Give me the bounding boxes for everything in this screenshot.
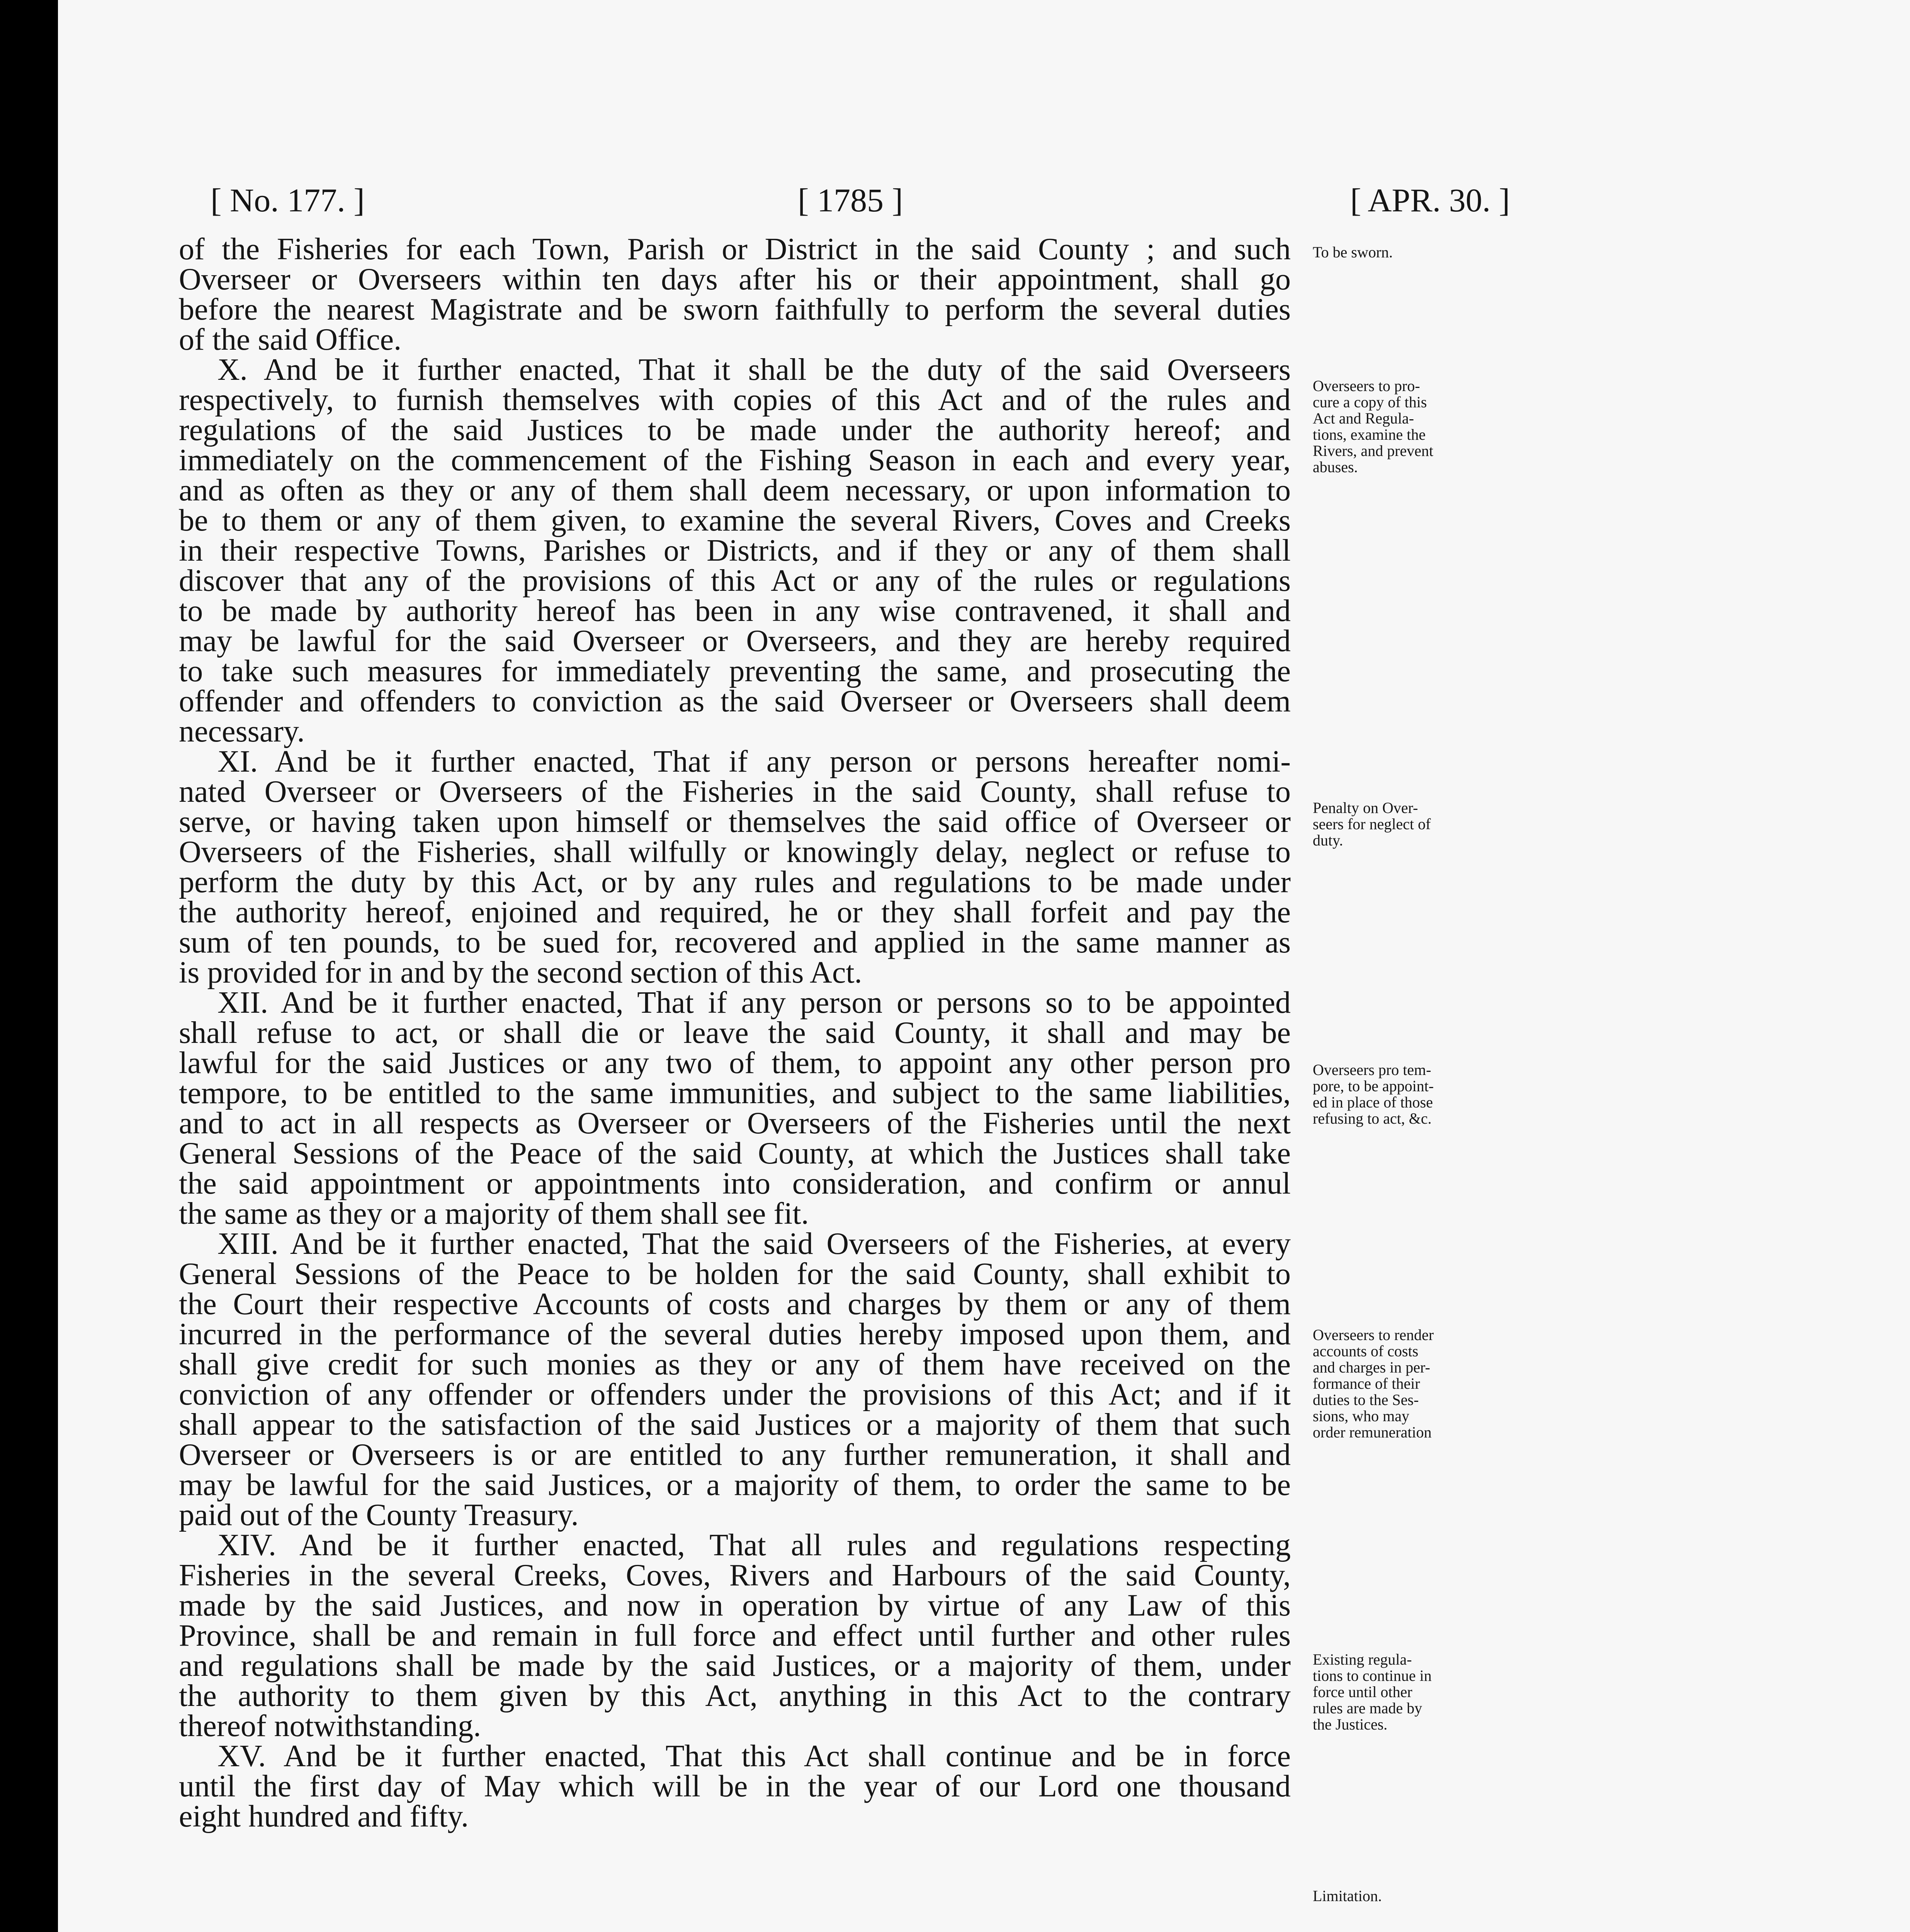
margin-note-render-accounts bbox=[1313, 1327, 1483, 1440]
margin-note-line: ed in place of those bbox=[1313, 1094, 1433, 1111]
main-text bbox=[179, 234, 1291, 1832]
margin-note-line: and charges in per- bbox=[1313, 1359, 1430, 1376]
text-line: lawful for the said Justices or any two of them, to appoint any other person pro bbox=[179, 1046, 1291, 1080]
text-line: XIII. And be it further enacted, That the said Overseers of the Fisheries, at every bbox=[218, 1227, 1291, 1261]
text-line: be to them or any of them given, to examine the several Rivers, Coves and Creeks bbox=[179, 503, 1291, 537]
margin-note-existing-regs bbox=[1313, 1651, 1483, 1733]
statute-number: [ No. 177. ] bbox=[211, 182, 365, 219]
section-xiv bbox=[179, 1530, 1291, 1741]
text-line: serve, or having taken upon himself or themselves the said office of Overseer or bbox=[179, 805, 1291, 839]
text-line: Fisheries in the several Creeks, Coves, Rivers and Harbours of the said County, bbox=[179, 1558, 1291, 1592]
text-line: and regulations shall be made by the said Justices, or a majority of them, under bbox=[179, 1649, 1291, 1683]
text-line: shall appear to the satisfaction of the said Justices or a majority of them that such bbox=[179, 1408, 1291, 1442]
text-line: paid out of the County Treasury. bbox=[179, 1498, 579, 1532]
text-line: may be lawful for the said Justices, or a majority of them, to order the same to be bbox=[179, 1468, 1291, 1502]
text-line: XII. And be it further enacted, That if any person or persons so to be appointed bbox=[218, 986, 1291, 1020]
section-x bbox=[179, 355, 1291, 747]
margin-note-line: the Justices. bbox=[1313, 1716, 1388, 1733]
text-line: respectively, to furnish themselves with copies of this Act and of the rules and bbox=[179, 383, 1291, 417]
text-line: the Court their respective Accounts of costs and charges by them or any of them bbox=[179, 1287, 1291, 1321]
text-line: perform the duty by this Act, or by any rules and regulations to be made under bbox=[179, 865, 1291, 899]
margin-note-line: duties to the Ses- bbox=[1313, 1391, 1419, 1408]
margin-note-line: Overseers pro tem- bbox=[1313, 1061, 1431, 1078]
text-line: eight hundred and fifty. bbox=[179, 1799, 469, 1833]
margin-note-line: order remuneration bbox=[1313, 1423, 1432, 1441]
text-line: is provided for in and by the second section of this Act. bbox=[179, 956, 862, 990]
text-line: the same as they or a majority of them shall see fit. bbox=[179, 1197, 809, 1231]
margin-note-line: Existing regula- bbox=[1313, 1651, 1412, 1668]
section-xiii bbox=[179, 1229, 1291, 1530]
text-line: Province, shall be and remain in full force and effect until further and other rules bbox=[179, 1619, 1291, 1653]
margin-note-line: tions, examine the bbox=[1313, 426, 1426, 443]
text-line: sum of ten pounds, to be sued for, recovered and applied in the same manner as bbox=[179, 925, 1291, 959]
margin-note-line: Overseers to render bbox=[1313, 1326, 1434, 1344]
text-line: XI. And be it further enacted, That if any person or persons hereafter nomi- bbox=[218, 745, 1291, 779]
margin-note-line: seers for neglect of bbox=[1313, 815, 1431, 833]
text-line: conviction of any offender or offenders under the provisions of this Act; and if it bbox=[179, 1378, 1291, 1412]
text-line: nated Overseer or Overseers of the Fisheries in the said County, shall refuse to bbox=[179, 775, 1291, 809]
margin-note-line: refusing to act, &c. bbox=[1313, 1110, 1432, 1127]
section-xi bbox=[179, 747, 1291, 988]
scan-edge-mark bbox=[15, 348, 23, 383]
margin-note-line: formance of their bbox=[1313, 1375, 1420, 1392]
statute-date: [ APR. 30. ] bbox=[1350, 182, 1510, 219]
text-line: incurred in the performance of the several duties hereby imposed upon them, and bbox=[179, 1317, 1291, 1351]
text-line: and as often as they or any of them shall deem necessary, or upon information to bbox=[179, 473, 1291, 507]
text-line: the authority hereof, enjoined and required, he or they shall forfeit and pay the bbox=[179, 895, 1291, 929]
margin-note-line: accounts of costs bbox=[1313, 1342, 1419, 1360]
text-line: XIV. And be it further enacted, That all rules and regulations respecting bbox=[218, 1528, 1291, 1562]
section-xv bbox=[179, 1741, 1291, 1832]
margin-note-line: force until other bbox=[1313, 1683, 1412, 1701]
text-line: in their respective Towns, Parishes or Districts, and if they or any of them shall bbox=[179, 534, 1291, 568]
margin-note-sworn: To be sworn. bbox=[1313, 243, 1393, 261]
text-line: discover that any of the provisions of this Act or any of the rules or regulations bbox=[179, 564, 1291, 598]
text-line: and to act in all respects as Overseer or Overseers of the Fisheries until the next bbox=[179, 1106, 1291, 1140]
text-line: the said appointment or appointments into consideration, and confirm or annul bbox=[179, 1167, 1291, 1201]
margin-note-line: rules are made by bbox=[1313, 1699, 1422, 1717]
margin-note-line: Penalty on Over- bbox=[1313, 799, 1418, 816]
text-line: shall refuse to act, or shall die or leave the said County, it shall and may be bbox=[179, 1016, 1291, 1050]
text-line: to take such measures for immediately preventing the same, and prosecuting the bbox=[179, 654, 1291, 688]
text-line: shall give credit for such monies as they or any of them have received on the bbox=[179, 1347, 1291, 1381]
margin-note-penalty bbox=[1313, 800, 1483, 849]
margin-note-limitation: Limitation. bbox=[1313, 1887, 1382, 1905]
text-line: General Sessions of the Peace of the said County, at which the Justices shall take bbox=[179, 1136, 1291, 1170]
text-line: tempore, to be entitled to the same immunities, and subject to the same liabilities, bbox=[179, 1076, 1291, 1110]
section-xii bbox=[179, 988, 1291, 1229]
margin-note-line: duty. bbox=[1313, 832, 1343, 849]
page-year: [ 1785 ] bbox=[798, 182, 903, 219]
text-line: Overseer or Overseers within ten days after his or their appointment, shall go bbox=[179, 262, 1291, 296]
text-line: offender and offenders to conviction as the said Overseer or Overseers shall deem bbox=[179, 684, 1291, 718]
text-line: thereof notwithstanding. bbox=[179, 1709, 481, 1743]
text-line: immediately on the commencement of the Fishing Season in each and every year, bbox=[179, 443, 1291, 477]
margin-note-overseers-procure bbox=[1313, 378, 1483, 475]
margin-note-line: Overseers to pro- bbox=[1313, 377, 1420, 395]
margin-note-line: sions, who may bbox=[1313, 1407, 1409, 1425]
text-line: regulations of the said Justices to be made under the authority hereof; and bbox=[179, 413, 1291, 447]
text-line: before the nearest Magistrate and be sworn faithfully to perform the several duties bbox=[179, 293, 1291, 327]
text-line: until the first day of May which will be in the year of our Lord one thousand bbox=[179, 1769, 1291, 1803]
text-line: Overseer or Overseers is or are entitled to any further remuneration, it shall and bbox=[179, 1438, 1291, 1472]
margin-note-line: Act and Regula- bbox=[1313, 410, 1414, 427]
margin-note-line: abuses. bbox=[1313, 458, 1358, 476]
text-line: Overseers of the Fisheries, shall wilfully or knowingly delay, neglect or refuse to bbox=[179, 835, 1291, 869]
text-line: to be made by authority hereof has been in any wise contravened, it shall and bbox=[179, 594, 1291, 628]
text-line: made by the said Justices, and now in operation by virtue of any Law of this bbox=[179, 1588, 1291, 1622]
margin-note-line: tions to continue in bbox=[1313, 1667, 1432, 1684]
margin-note-line: pore, to be appoint- bbox=[1313, 1077, 1434, 1095]
section-intro bbox=[179, 234, 1291, 355]
margin-note-pro-tempore bbox=[1313, 1062, 1483, 1127]
text-line: XV. And be it further enacted, That this Act shall continue and be in force bbox=[218, 1739, 1291, 1773]
text-line: of the said Office. bbox=[179, 323, 402, 357]
text-line: may be lawful for the said Overseer or Overseers, and they are hereby required bbox=[179, 624, 1291, 658]
margin-note-line: Rivers, and prevent bbox=[1313, 442, 1434, 459]
text-line: of the Fisheries for each Town, Parish or District in the said County ; and such bbox=[179, 232, 1291, 266]
text-line: X. And be it further enacted, That it shall be the duty of the said Overseers bbox=[218, 353, 1291, 387]
text-line: General Sessions of the Peace to be holden for the said County, shall exhibit to bbox=[179, 1257, 1291, 1291]
margin-note-line: cure a copy of this bbox=[1313, 393, 1427, 411]
text-line: necessary. bbox=[179, 714, 305, 748]
text-line: the authority to them given by this Act, anything in this Act to the contrary bbox=[179, 1679, 1291, 1713]
